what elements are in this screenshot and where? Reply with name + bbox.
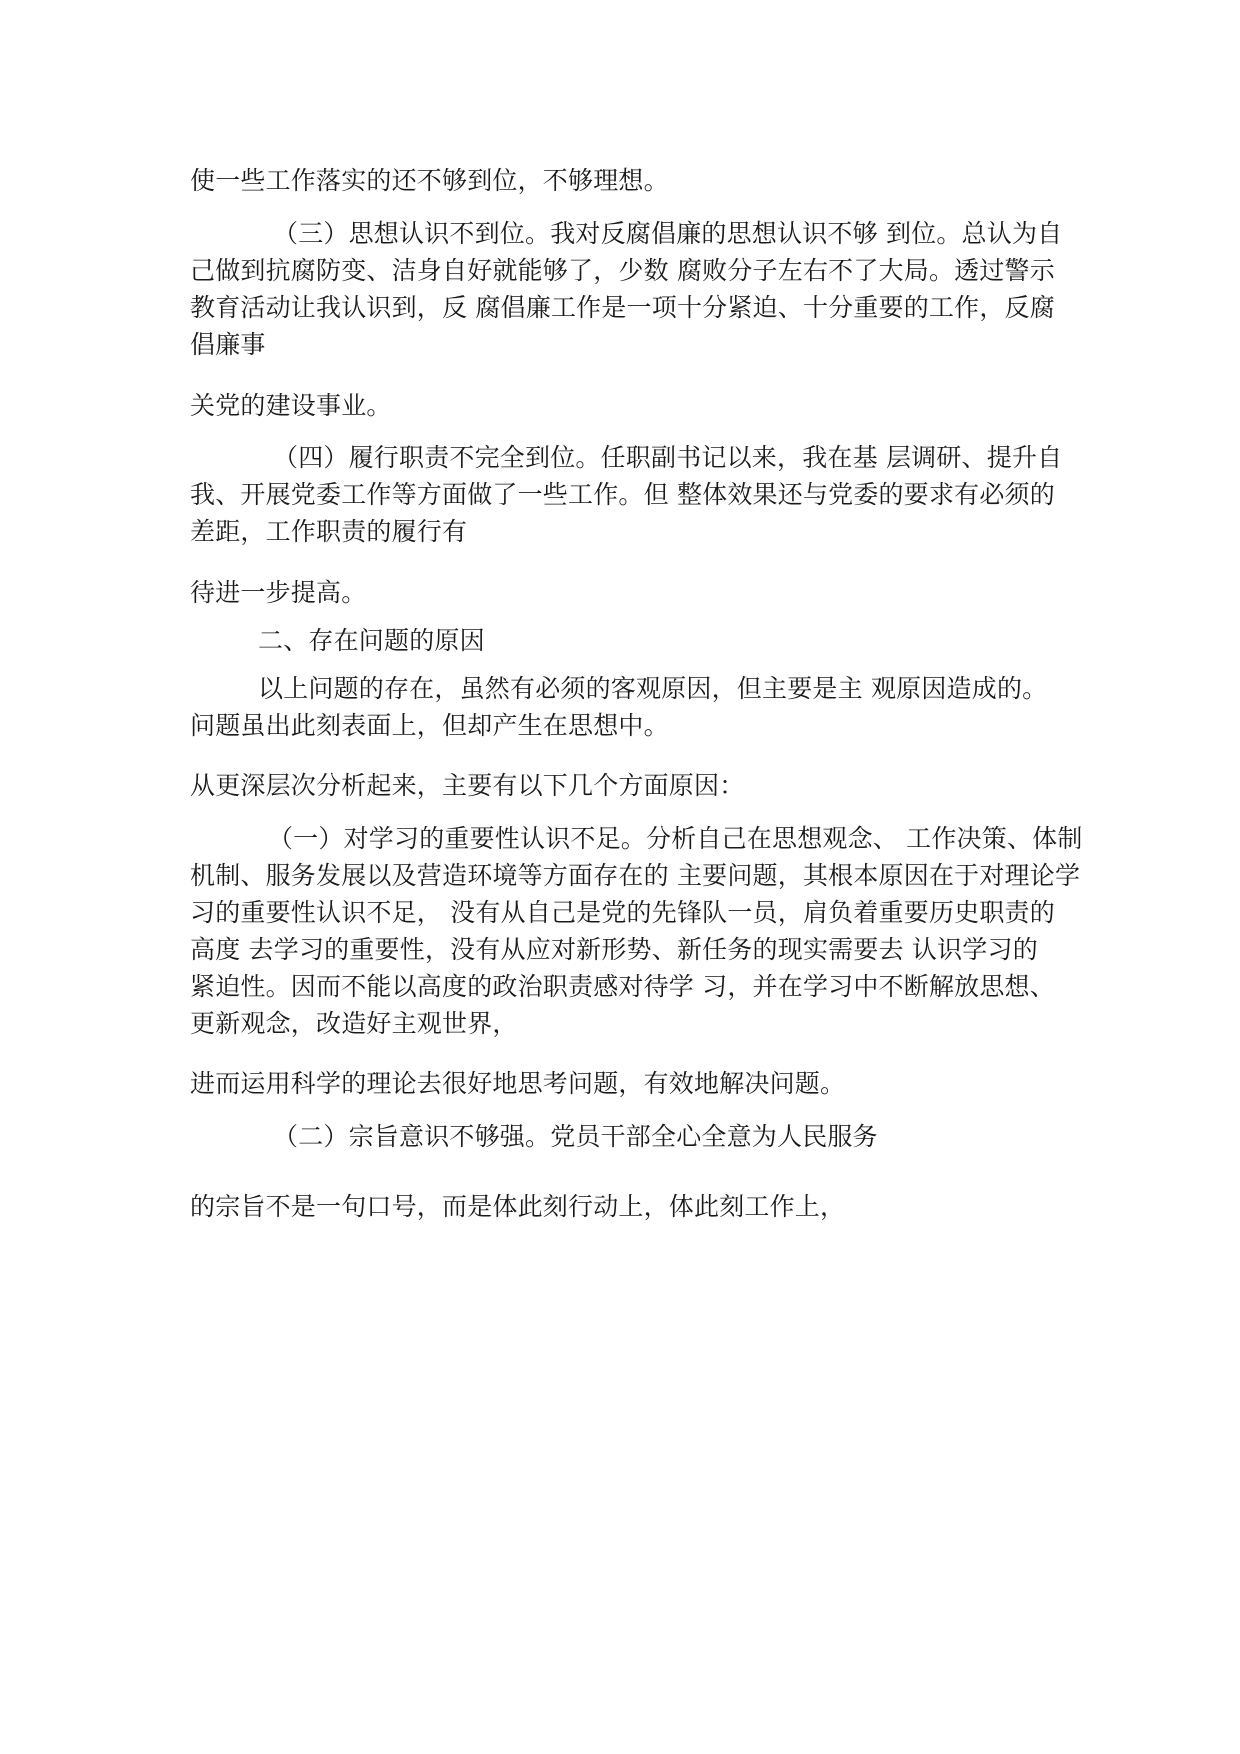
text-line: 的宗旨不是一句口号，而是体此刻行动上，体此刻工作上，: [190, 1192, 846, 1221]
paragraph-er-start: （二）宗旨意识不够强。党员干部全心全意为人民服务: [273, 1122, 878, 1151]
text-line: 高度 去学习的重要性，没有从应对新形势、新任务的现实需要去 认识学习的: [190, 935, 1038, 964]
text-line: 待进一步提高。: [190, 578, 367, 607]
text-line: 己做到抗腐防变、洁身自好就能够了，少数 腐败分子左右不了大局。透过警示: [190, 256, 1055, 285]
text-line: 习的重要性认识不足， 没有从自己是党的先锋队一员，肩负着重要历史职责的: [190, 898, 1055, 927]
text-line: 更新观念，改造好主观世界，: [190, 1009, 518, 1038]
text-line: 我、开展党委工作等方面做了一些工作。但 整体效果还与党委的要求有必须的: [190, 480, 1055, 509]
paragraph-si-start: （四）履行职责不完全到位。任职副书记以来，我在基 层调研、提升自: [273, 443, 1063, 472]
text-line: 紧迫性。因而不能以高度的政治职责感对待学 习，并在学习中不断解放思想、: [190, 972, 1055, 1001]
paragraph-san-start: （三）思想认识不到位。我对反腐倡廉的思想认识不够 到位。总认为自: [273, 219, 1063, 248]
section-heading: 二、存在问题的原因: [258, 626, 485, 655]
text-line: 机制、服务发展以及营造环境等方面存在的 主要问题，其根本原因在于对理论学: [190, 861, 1081, 890]
text-line: 使一些工作落实的还不够到位，不够理想。: [190, 166, 669, 195]
paragraph-yi-start: （一）对学习的重要性认识不足。分析自己在思想观念、 工作决策、体制: [268, 824, 1083, 853]
text-line: 进而运用科学的理论去很好地思考问题，有效地解决问题。: [190, 1069, 846, 1098]
text-line: 关党的建设事业。: [190, 391, 392, 420]
text-line: 教育活动让我认识到，反 腐倡廉工作是一项十分紧迫、十分重要的工作，反腐: [190, 293, 1055, 322]
text-line: 从更深层次分析起来，主要有以下几个方面原因：: [190, 771, 745, 800]
text-line: 差距，工作职责的履行有: [190, 517, 468, 546]
text-line: 倡廉事: [190, 330, 266, 359]
text-line: 问题虽出此刻表面上，但却产生在思想中。: [190, 711, 669, 740]
paragraph-start: 以上问题的存在，虽然有必须的客观原因，但主要是主 观原因造成的。: [258, 674, 1048, 703]
